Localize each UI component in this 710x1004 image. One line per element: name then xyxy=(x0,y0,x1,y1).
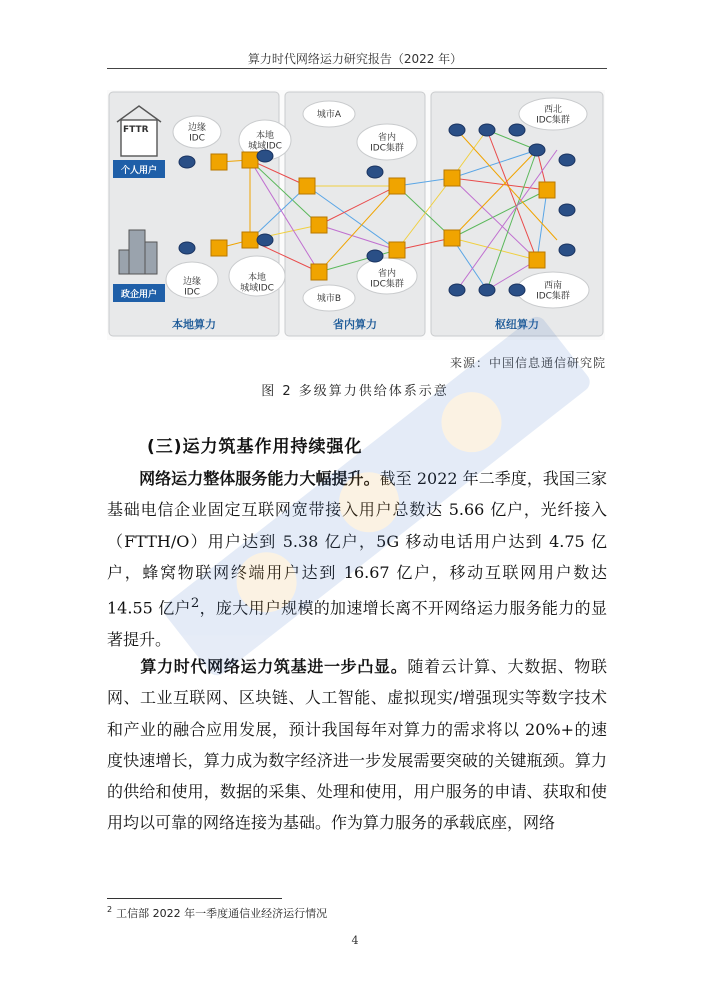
figure-svg xyxy=(107,90,605,340)
section-heading: (三)运力筑基作用持续强化 xyxy=(147,437,363,457)
header-rule xyxy=(107,68,607,69)
panel-provincial-label: 省内算力 xyxy=(333,318,377,331)
footnote-text: 工信部 2022 年一季度通信业经济运行情况 xyxy=(116,907,328,920)
footnote-number: 2 xyxy=(107,905,113,915)
city-b-label: 城市B xyxy=(316,294,342,304)
figure-source: 来源：中国信息通信研究院 xyxy=(449,356,606,370)
running-header: 算力时代网络运力研究报告（2022 年） xyxy=(247,52,463,66)
paragraph-1-body-b: ，庞大用户规模的加速增长离不开网络运力服务能力的显著提升。 xyxy=(107,598,607,649)
paragraph-2-body: 随着云计算、大数据、物联网、工业互联网、区块链、人工智能、虚拟现实/增强现实等数字技术和产业的融合应用发展，预计我国每年对算力的需求将以 20%+的速度快速增长，算力成为数字经济进一步发展需要突破的关键瓶颈。算力的供给和使用，数据的采集、处理和使用，用户服务的申请、获取和使用均以可靠的网络连接为基础。作为算力服务的承载底座，网络 xyxy=(107,657,607,833)
paragraph-2 xyxy=(107,651,607,839)
city-a-label: 城市A xyxy=(316,110,342,120)
prov-idc-top-label: 省内 IDC集群 xyxy=(370,133,404,154)
network-figure xyxy=(107,90,605,340)
footnote-rule xyxy=(107,898,282,899)
local-metro-idc-top-label: 本地城域IDC xyxy=(248,131,282,152)
edge-idc-top-label: 边缘 IDC xyxy=(187,123,207,144)
footnote-ref: 2 xyxy=(190,596,200,612)
paragraph-1 xyxy=(107,463,607,655)
paragraph-1-lead: 网络运力整体服务能力大幅提升。 xyxy=(139,469,380,488)
southwest-idc-label: 西南 IDC集群 xyxy=(536,281,570,302)
personal-user-label: 个人用户 xyxy=(120,166,158,176)
figure-caption: 图 2 多级算力供给体系示意 xyxy=(261,384,449,399)
fttr-label: FTTR xyxy=(123,125,149,135)
paragraph-1-body-a: 截至 2022 年二季度，我国三家基础电信企业固定互联网宽带接入用户总数达 5.66 亿户，光纤接入（FTTH/O）用户达到 5.38 亿户，5G 移动电话用户达到 4.75 亿户，蜂窝物联网终端用户达到 16.67 亿户，移动互联网用户数达 14.55 亿户 xyxy=(107,469,607,618)
footnote xyxy=(107,905,327,921)
paragraph-2-lead: 算力时代网络运力筑基进一步凸显。 xyxy=(140,657,408,676)
local-metro-idc-bottom-label: 本地城域IDC xyxy=(240,273,274,294)
panel-local-label: 本地算力 xyxy=(172,318,216,331)
panel-hub-label: 枢纽算力 xyxy=(495,318,539,331)
prov-idc-bottom-label: 省内 IDC集群 xyxy=(370,269,404,290)
northwest-idc-label: 西北 IDC集群 xyxy=(536,105,570,126)
gov-user-label: 政企用户 xyxy=(120,290,158,300)
edge-idc-bottom-label: 边缘 IDC xyxy=(182,277,202,298)
page-number: 4 xyxy=(351,934,359,947)
